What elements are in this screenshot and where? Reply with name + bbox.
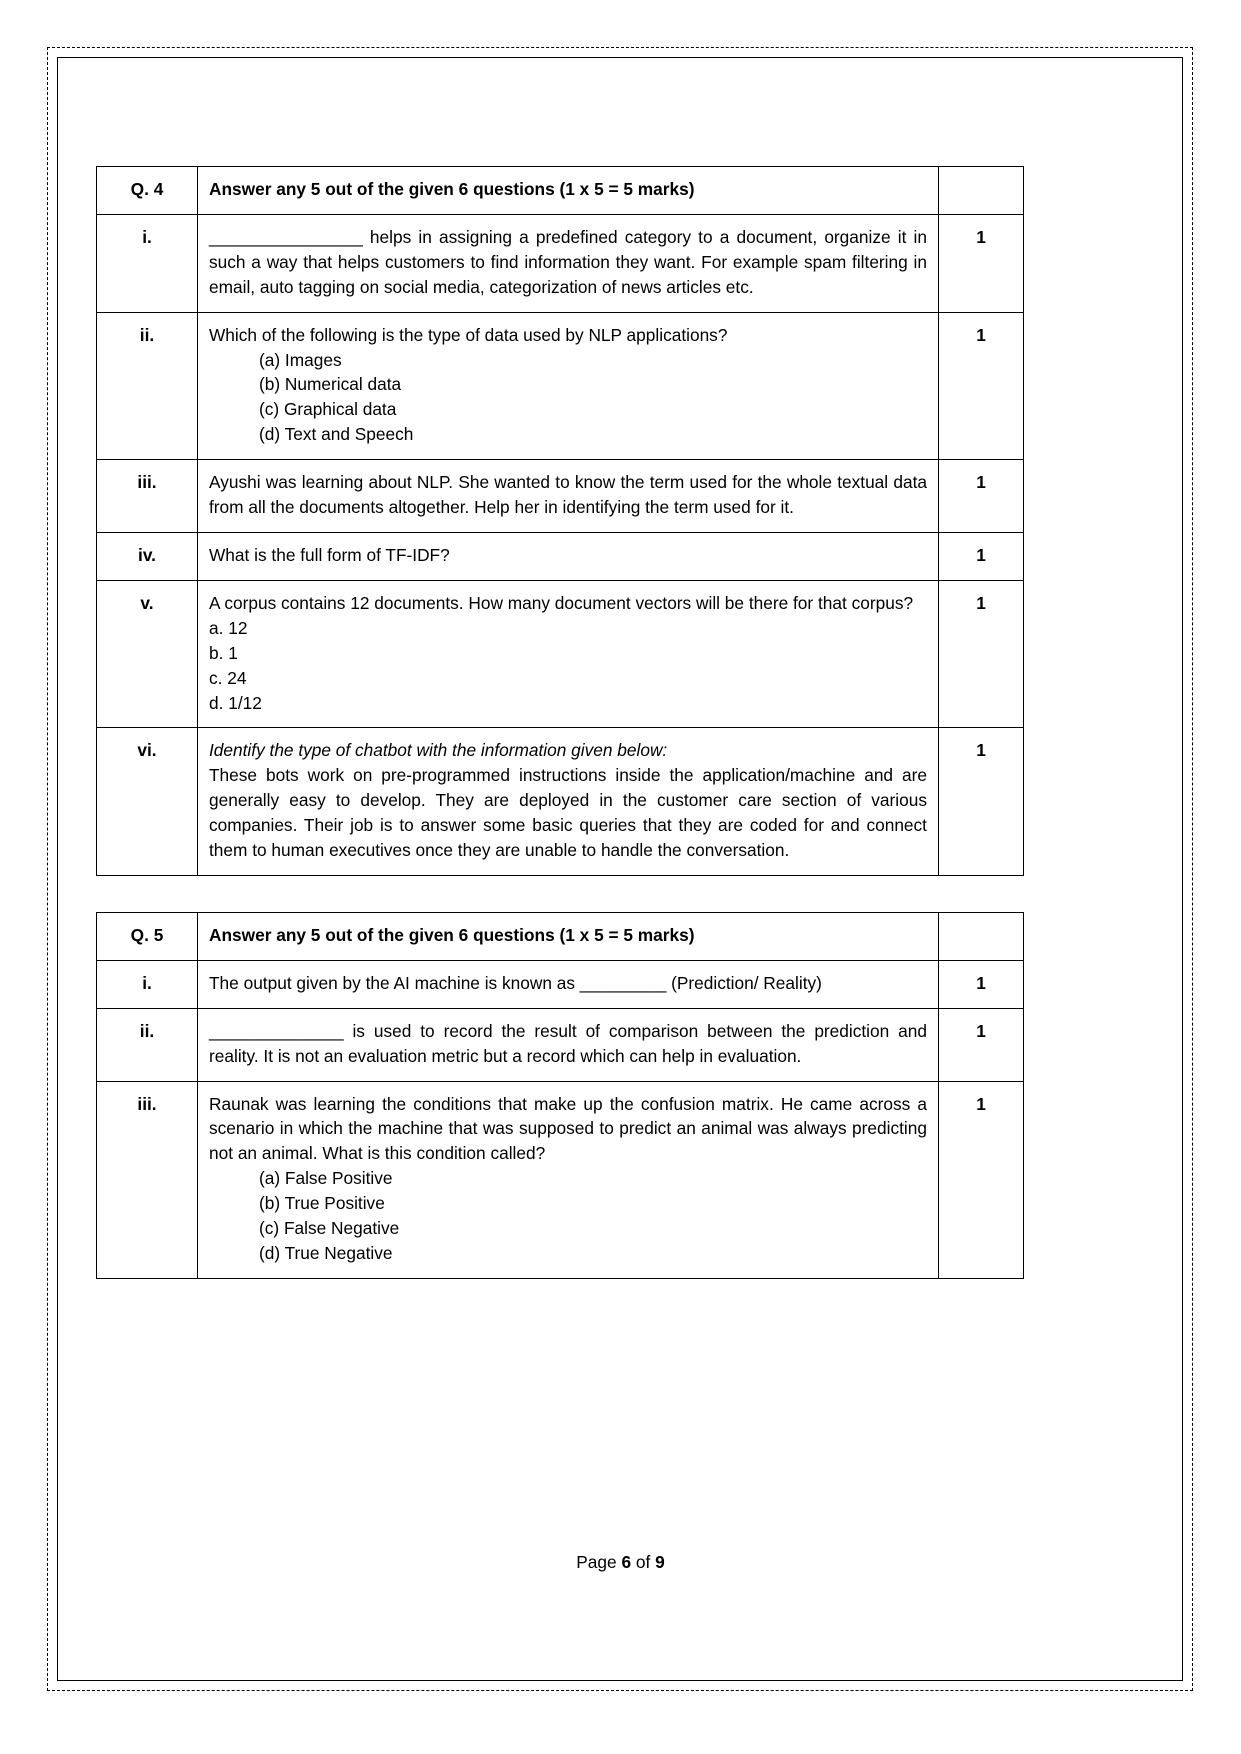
marks-cell: 1	[939, 960, 1024, 1008]
marks-cell: 1	[939, 460, 1024, 533]
page-content	[96, 166, 1024, 1279]
option-item: b. 1	[209, 642, 238, 663]
option-list	[209, 348, 927, 448]
table-gap	[96, 876, 1024, 912]
table-row	[97, 312, 1024, 460]
footer-middle: of	[631, 1552, 656, 1572]
marks-cell	[939, 912, 1024, 960]
table-row	[97, 912, 1024, 960]
question-number: iii.	[97, 460, 198, 533]
question-number: i.	[97, 960, 198, 1008]
marks-cell: 1	[939, 312, 1024, 460]
question-number: v.	[97, 580, 198, 728]
option-item: (d) True Negative	[259, 1243, 393, 1263]
marks-cell: 1	[939, 1008, 1024, 1081]
table-row	[97, 580, 1024, 728]
question-number: ii.	[97, 312, 198, 460]
table-row	[97, 460, 1024, 533]
question-table-q4	[96, 166, 1024, 876]
question-number: vi.	[97, 728, 198, 876]
table-row	[97, 214, 1024, 312]
question-lead-italic: Identify the type of chatbot with the information given below:	[209, 740, 668, 761]
question-number: i.	[97, 214, 198, 312]
question-cell	[198, 580, 939, 728]
footer-page-number: 6	[621, 1552, 632, 1572]
question-text: Ayushi was learning about NLP. She wanted to know the term used for the whole textual data from all the documents altogether. Help her in identifying the term used for it.	[198, 460, 939, 533]
option-item: (a) False Positive	[259, 1168, 393, 1189]
marks-cell: 1	[939, 580, 1024, 728]
question-cell	[198, 1081, 939, 1278]
table-row	[97, 960, 1024, 1008]
marks-cell: 1	[939, 214, 1024, 312]
question-cell	[198, 728, 939, 876]
table-row	[97, 728, 1024, 876]
option-list	[209, 616, 927, 716]
option-item: (b) Numerical data	[259, 374, 402, 395]
option-item: c. 24	[209, 667, 247, 688]
question-text: Which of the following is the type of data used by NLP applications?	[209, 324, 728, 345]
table-row	[97, 1008, 1024, 1081]
question-cell	[198, 312, 939, 460]
section-instruction: Answer any 5 out of the given 6 questions (1 x 5 = 5 marks)	[198, 912, 939, 960]
table-row	[97, 167, 1024, 215]
marks-cell	[939, 167, 1024, 215]
question-text: What is the full form of TF-IDF?	[198, 532, 939, 580]
question-number: iv.	[97, 532, 198, 580]
question-number: Q. 4	[97, 167, 198, 215]
option-item: (a) Images	[259, 349, 342, 370]
option-item: a. 12	[209, 617, 248, 638]
marks-cell: 1	[939, 728, 1024, 876]
question-text: Raunak was learning the conditions that make up the confusion matrix. He came across a scenario in which the machine that was supposed to predict an animal was always predicting not an animal. What is this condition called?	[209, 1093, 927, 1164]
table-row	[97, 1081, 1024, 1278]
option-item: (c) Graphical data	[259, 399, 397, 420]
option-item: (d) Text and Speech	[259, 424, 414, 445]
section-instruction: Answer any 5 out of the given 6 questions (1 x 5 = 5 marks)	[198, 167, 939, 215]
option-item: (b) True Positive	[259, 1193, 385, 1214]
question-text: ______________ is used to record the result of comparison between the prediction and reality. It is not an evaluation metric but a record which can help in evaluation.	[198, 1008, 939, 1081]
option-item: (c) False Negative	[259, 1218, 400, 1239]
question-number: iii.	[97, 1081, 198, 1278]
table-row	[97, 532, 1024, 580]
question-number: ii.	[97, 1008, 198, 1081]
marks-cell: 1	[939, 532, 1024, 580]
marks-cell: 1	[939, 1081, 1024, 1278]
question-text: A corpus contains 12 documents. How many document vectors will be there for that corpus?	[209, 592, 914, 613]
page-footer	[0, 1552, 1241, 1573]
option-list	[209, 1166, 927, 1266]
option-item: d. 1/12	[209, 692, 262, 713]
question-text: ________________ helps in assigning a predefined category to a document, organize it in such a way that helps customers to find information they want. For example spam filtering in email, auto tagging on social media, categorization of news articles etc.	[198, 214, 939, 312]
question-number: Q. 5	[97, 912, 198, 960]
question-table-q5	[96, 912, 1024, 1279]
footer-prefix: Page	[576, 1552, 622, 1572]
question-text: The output given by the AI machine is known as _________ (Prediction/ Reality)	[198, 960, 939, 1008]
footer-total-pages: 9	[655, 1552, 665, 1572]
question-text: These bots work on pre-programmed instructions inside the application/machine and are generally easy to develop. They are deployed in the customer care section of various companies. Their job is to answer some basic queries that they are coded for and connect them to human executives once they are unable to handle the conversation.	[209, 765, 927, 861]
